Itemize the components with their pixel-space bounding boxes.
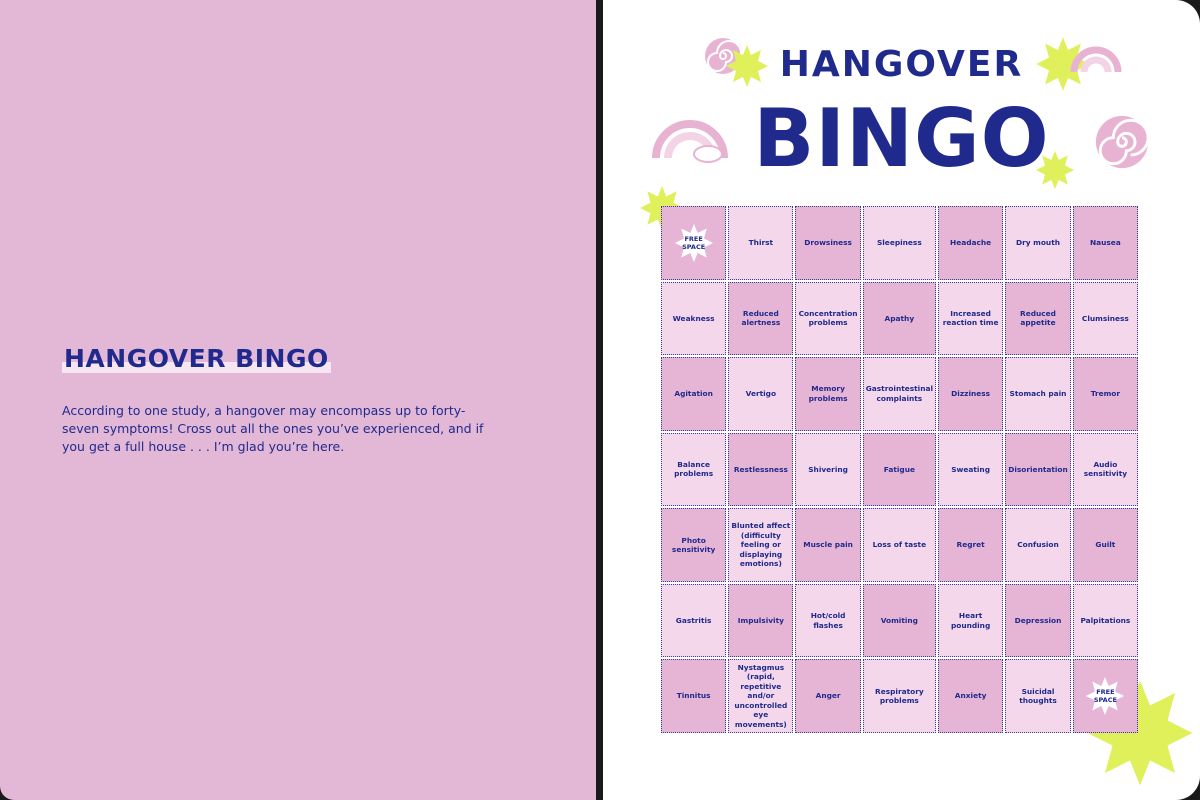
bingo-cell-label: Reduced alertness (741, 308, 781, 328)
bingo-cell[interactable] (938, 508, 1003, 582)
bingo-cell-label: Anger (815, 691, 841, 701)
bingo-cell[interactable] (728, 433, 793, 507)
bingo-cell-label: Clumsiness (1081, 313, 1129, 323)
bingo-cell[interactable] (1073, 282, 1138, 356)
bingo-cell-label: Hot/cold flashes (810, 611, 846, 630)
bingo-cell[interactable] (863, 508, 936, 582)
bingo-cell[interactable] (938, 357, 1003, 431)
bingo-cell-label: Photo sensitivity (671, 535, 716, 555)
bingo-cell-label: Drowsiness (804, 238, 852, 248)
bingo-cell[interactable] (728, 206, 793, 280)
bingo-cell-label: Nystagmus (rapid, repetitive and/or uncontrolled eye movements) (734, 662, 788, 729)
bingo-cell-label: Agitation (674, 389, 713, 399)
bingo-cell-label: Concentration problems (798, 308, 858, 328)
bingo-cell[interactable] (795, 508, 860, 582)
bingo-cell[interactable] (728, 282, 793, 356)
bingo-cell[interactable] (938, 282, 1003, 356)
bingo-cell-label: Confusion (1017, 540, 1059, 550)
bingo-cell-label: Headache (950, 238, 992, 248)
bingo-cell-label: Thirst (748, 238, 774, 248)
bingo-cell[interactable] (1005, 659, 1071, 733)
bingo-cell-label: Impulsivity (737, 615, 784, 625)
bingo-cell-label: Shivering (808, 464, 848, 474)
bingo-cell[interactable] (728, 584, 793, 658)
bingo-cell-label: Vertigo (745, 389, 777, 399)
bingo-cell[interactable] (1073, 206, 1138, 280)
bingo-cell[interactable] (1005, 282, 1071, 356)
bingo-cell-label: Blunted affect (difficulty feeling or displaying emotions) (731, 521, 791, 569)
left-page (0, 0, 596, 800)
bingo-cell-label: Gastrointestinal complaints (865, 384, 933, 403)
bingo-cell[interactable] (1073, 357, 1138, 431)
bingo-cell[interactable] (938, 433, 1003, 507)
bingo-cell[interactable] (863, 659, 936, 733)
bingo-cell[interactable] (863, 433, 936, 507)
bingo-cell[interactable] (1073, 584, 1138, 658)
bingo-cell-label: Dizziness (951, 389, 991, 399)
left-body-text: According to one study, a hangover may encompass up to forty-seven symptoms! Cross out all the ones you’ve experienced, and if you get a full house . . . I’m glad you’re here. (62, 403, 484, 454)
bingo-cell-label: Weakness (672, 313, 715, 323)
bingo-cell-label: Fatigue (883, 464, 915, 474)
bingo-cell[interactable] (1005, 584, 1071, 658)
bingo-cell-label: Increased reaction time (942, 308, 999, 328)
right-page (603, 0, 1200, 800)
bingo-cell-label: Palpitations (1080, 615, 1131, 625)
bingo-cell-label: Loss of taste (872, 540, 927, 550)
bingo-cell[interactable] (661, 584, 726, 658)
bingo-cell[interactable] (1005, 206, 1071, 280)
bingo-cell-label: Reduced appetite (1020, 308, 1056, 328)
bingo-cell[interactable] (1073, 508, 1138, 582)
bingo-cell-label: Regret (956, 540, 985, 550)
bingo-cell[interactable] (1005, 508, 1071, 582)
free-space-label: FREE SPACE (1093, 688, 1117, 705)
bingo-cell-label: Balance problems (674, 459, 714, 479)
bingo-cell-label: Depression (1014, 615, 1062, 625)
bingo-cell[interactable] (795, 433, 860, 507)
bingo-cell[interactable] (795, 282, 860, 356)
bingo-cell[interactable] (661, 508, 726, 582)
left-title: HANGOVER BINGO (64, 344, 329, 373)
bingo-cell-label: Vomiting (880, 615, 918, 625)
bingo-cell-label: Sweating (951, 464, 990, 474)
free-space-label: FREE SPACE (682, 234, 706, 251)
bingo-cell-label: Stomach pain (1009, 389, 1067, 399)
bingo-cell[interactable] (795, 659, 860, 733)
bingo-cell-label: Disorientation (1008, 464, 1068, 474)
bingo-cell[interactable] (795, 206, 860, 280)
bingo-cell-label: Heart pounding (950, 611, 991, 630)
bingo-cell-label: Guilt (1095, 540, 1116, 550)
bingo-cell[interactable] (938, 659, 1003, 733)
bingo-cell-label: Nausea (1089, 238, 1121, 248)
bingo-cell[interactable] (661, 433, 726, 507)
header-hangover: HANGOVER (779, 44, 1024, 85)
bingo-cell[interactable] (863, 357, 936, 431)
bingo-cell-label: Muscle pain (803, 540, 853, 550)
bingo-cell-label: Audio sensitivity (1083, 459, 1128, 479)
bingo-cell-label: Tremor (1090, 389, 1121, 399)
bingo-cell[interactable] (795, 357, 860, 431)
header-bingo: BINGO (753, 92, 1050, 185)
bingo-cell-label: Gastritis (675, 615, 712, 625)
bingo-cell[interactable] (728, 357, 793, 431)
bingo-cell-label: Suicidal thoughts (1019, 686, 1057, 706)
bingo-cell[interactable] (938, 206, 1003, 280)
bingo-cell[interactable] (728, 508, 793, 582)
bingo-cell[interactable] (1073, 433, 1138, 507)
bingo-cell-label: Sleepiness (876, 238, 922, 248)
bingo-cell-label: Restlessness (733, 464, 788, 474)
bingo-cell[interactable] (1005, 357, 1071, 431)
bingo-cell[interactable] (661, 282, 726, 356)
free-space-badge-icon (674, 223, 714, 263)
bingo-cell[interactable] (863, 584, 936, 658)
bingo-cell-label: Dry mouth (1015, 238, 1060, 248)
bingo-cell-free-space[interactable] (661, 206, 726, 280)
bingo-cell[interactable] (938, 584, 1003, 658)
bingo-cell[interactable] (728, 659, 793, 733)
bingo-cell-label: Memory problems (808, 384, 848, 403)
bingo-grid (661, 206, 1138, 733)
bingo-cell-label: Respiratory problems (875, 686, 924, 706)
bingo-cell[interactable] (661, 659, 726, 733)
bingo-cell[interactable] (661, 357, 726, 431)
bingo-cell[interactable] (1005, 433, 1071, 507)
bingo-cell-label: Anxiety (954, 691, 987, 701)
bingo-cell[interactable] (795, 584, 860, 658)
bingo-cell[interactable] (863, 206, 936, 280)
bingo-cell-free-space[interactable] (1073, 659, 1138, 733)
bingo-cell-label: Apathy (884, 313, 915, 323)
bingo-cell[interactable] (863, 282, 936, 356)
free-space-badge-icon (1085, 676, 1125, 716)
bingo-cell-label: Tinnitus (676, 691, 711, 701)
